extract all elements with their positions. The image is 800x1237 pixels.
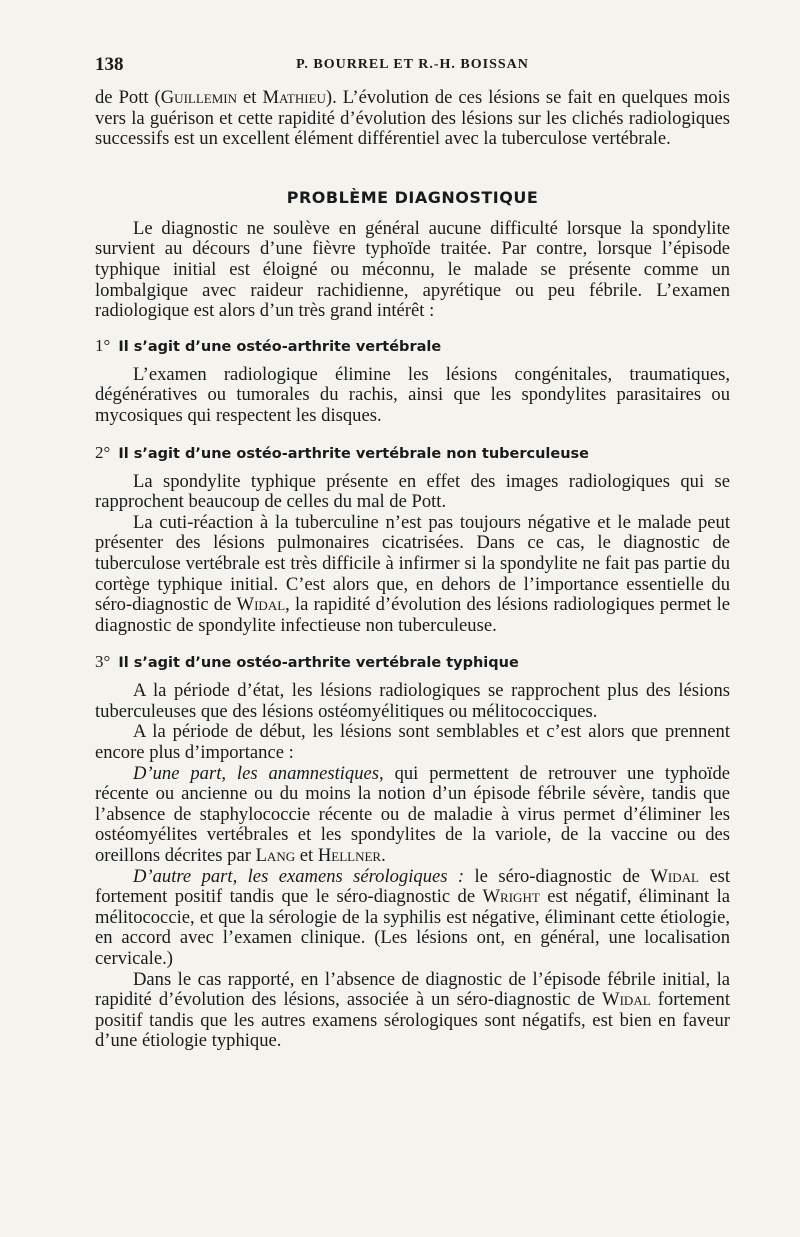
subsection-2-paragraph-2: La cuti-réaction à la tuberculine n’est pas toujours négative et le malade peut présenter des lésions pulmonaires cicatrisées. Dans ce cas, le diagnostic de tuberculose vertébrale est très difficile à infirmer si la spondylite ne fait pas partie du cortège typhique initial. C’est alors que, en dehors de l’importance essentielle du séro-diagnostic de Widal, la rapidité d’évolution des lésions radiologiques permet le diagnostic de spondylite infectieuse non tuberculeuse. bbox=[95, 511, 730, 636]
subheading-2: 2° Il s’agit d’une ostéo-arthrite vertébrale non tuberculeuse bbox=[95, 442, 590, 462]
author-name: Widal bbox=[602, 989, 651, 1011]
author-name: Widal bbox=[650, 865, 699, 887]
subsection-3-paragraph-1: A la période d’état, les lésions radiologiques se rapprochent plus des lésions tuberculeuses que des lésions ostéomyélitiques ou mélitococciques. bbox=[95, 680, 730, 722]
section-heading: PROBLÈME DIAGNOSTIQUE bbox=[286, 187, 539, 207]
subsection-3-paragraph-4: D’autre part, les examens sérologiques : le séro-diagnostic de Widal est fortement positif tandis que le séro-diagnostic de Wright est négatif, éliminant la mélitococcie, et que la sérologie de la syphilis est négative, éliminant cette étiologie, en accord avec l’examen clinique. (Les lésions ont, en général, une localisation cervicale.) bbox=[95, 865, 730, 969]
author-name: Guillemin bbox=[160, 87, 237, 108]
author-name: Wright bbox=[482, 886, 540, 908]
subheading-1: 1° Il s’agit d’une ostéo-arthrite vertébrale bbox=[95, 335, 442, 355]
intro-paragraph: de Pott (Guillemin et Mathieu). L’évolution de ces lésions se fait en quelques mois vers la guérison et cette rapidité d’évolution des lésions sur les clichés radiologiques successifs est un excellent élément différentiel avec la tuberculose vertébrale. bbox=[95, 87, 730, 150]
subheading-3: 3° Il s’agit d’une ostéo-arthrite vertébrale typhique bbox=[95, 652, 519, 672]
page-number: 138 bbox=[95, 54, 124, 75]
subsection-1-paragraph: L’examen radiologique élimine les lésions congénitales, traumatiques, dégénératives ou tumorales du rachis, ainsi que les spondylites parasitaires ou mycosiques qui respectent les disques. bbox=[95, 363, 730, 426]
author-name: Lang bbox=[255, 845, 296, 867]
subsection-3-paragraph-3: D’une part, les anamnestiques, qui permettent de retrouver une typhoïde récente ou ancienne ou du moins la notion d’un épisode fébrile sévère, tandis que l’absence de staphylococcie récente ou de maladie à virus permet d’éliminer les ostéomyélites vertébrales et les spondylites de la variole, de la vaccine ou des oreillons décrites par Lang et Hellner. bbox=[95, 762, 730, 867]
author-name: Widal bbox=[236, 594, 286, 616]
running-title: P. BOURREL ET R.-H. BOISSAN bbox=[296, 57, 529, 72]
subsection-3-paragraph-2: A la période de début, les lésions sont semblables et c’est alors que prennent encore plus d’importance : bbox=[95, 721, 730, 764]
running-head bbox=[95, 54, 730, 78]
article-body bbox=[95, 88, 730, 1052]
subsection-3-paragraph-5: Dans le cas rapporté, en l’absence de diagnostic de l’épisode fébrile initial, la rapidité d’évolution des lésions, associée à un séro-diagnostic de Widal fortement positif tandis que les autres examens sérologiques sont négatifs, est bien en faveur d’une étiologie typhique. bbox=[95, 968, 730, 1052]
author-name: Mathieu bbox=[262, 87, 326, 108]
author-name: Hellner bbox=[317, 845, 382, 867]
subsection-2-paragraph-1: La spondylite typhique présente en effet des images radiologiques qui se rapprochent beaucoup de celles du mal de Pott. bbox=[95, 470, 730, 513]
section-paragraph: Le diagnostic ne soulève en général aucune difficulté lorsque la spondylite survient au décours d’une fièvre typhoïde traitée. Par contre, lorsque l’épisode typhique initial est éloigné ou méconnu, le malade se présente comme un lombalgique avec raideur rachidienne, apyrétique ou peu fébrile. L’examen radiologique est alors d’un très grand intérêt : bbox=[95, 217, 730, 322]
